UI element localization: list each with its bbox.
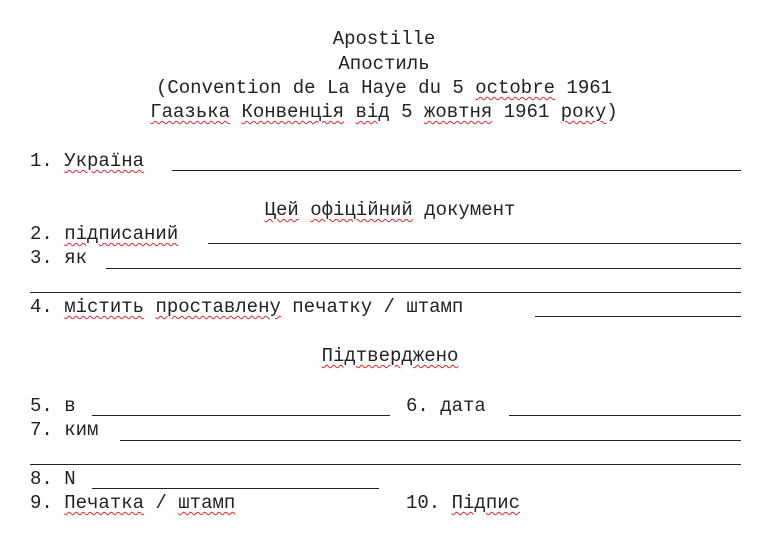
- field-10-label: Підпис: [451, 492, 521, 514]
- field-6-number: 6.: [406, 395, 429, 417]
- section-word2: офіційний: [310, 199, 413, 221]
- field-10: [406, 491, 520, 515]
- field-7-blank[interactable]: [120, 440, 741, 441]
- field-8-number: 8.: [30, 468, 53, 490]
- field-10-number: 10.: [406, 492, 441, 514]
- section-official-document: [6, 198, 768, 222]
- field-5-number: 5.: [30, 395, 53, 417]
- field-3-label: як: [64, 247, 88, 269]
- field-4-separator: /: [383, 296, 395, 318]
- section-word1: Цей: [264, 199, 299, 221]
- field-5-blank[interactable]: [92, 415, 390, 416]
- field-1-label: Україна: [64, 150, 145, 172]
- field-4-word3: печатку: [292, 296, 373, 318]
- field-6: [406, 394, 486, 418]
- convention-ua-year: 1961: [492, 101, 561, 123]
- convention-ua-word4: жовтня: [423, 101, 493, 123]
- field-6-blank[interactable]: [509, 415, 741, 416]
- field-2-blank[interactable]: [208, 243, 741, 244]
- field-9-word1: Печатка: [64, 492, 145, 514]
- convention-ua-close: ): [606, 101, 618, 123]
- section-certified-label: Підтверджено: [321, 345, 459, 367]
- convention-ua-word1: Гаазька: [150, 101, 231, 123]
- field-4-blank[interactable]: [535, 316, 741, 317]
- field-9-word2: штамп: [178, 492, 236, 514]
- field-8: [30, 467, 76, 491]
- convention-fr: [0, 76, 768, 100]
- field-4-word1: містить: [64, 296, 145, 318]
- title-en: Apostille: [332, 28, 436, 50]
- field-6-label: дата: [440, 395, 486, 417]
- section-certified: [6, 344, 768, 368]
- convention-fr-suffix: 1961: [555, 77, 613, 99]
- convention-fr-prefix: (Convention de La Haye du 5: [155, 77, 476, 99]
- field-7-label: ким: [64, 419, 99, 441]
- field-9-number: 9.: [30, 492, 53, 514]
- convention-ua-word2: Конвенція: [241, 101, 345, 123]
- field-4-number: 4.: [30, 296, 53, 318]
- field-7: [30, 418, 98, 442]
- field-3: [30, 246, 87, 270]
- field-1-blank[interactable]: [172, 170, 741, 171]
- convention-ua-word3: від: [355, 101, 390, 123]
- field-1: [30, 149, 144, 173]
- convention-ua-word5: року: [560, 101, 607, 123]
- field-3-number: 3.: [30, 247, 53, 269]
- field-9-separator: /: [155, 492, 167, 514]
- field-2-label: підписаний: [64, 223, 179, 245]
- field-7-blank-continued[interactable]: [30, 464, 741, 465]
- convention-ua: [0, 100, 768, 124]
- field-3-blank[interactable]: [106, 268, 741, 269]
- field-1-number: 1.: [30, 150, 53, 172]
- field-9: [30, 491, 235, 515]
- field-4-word4: штамп: [406, 296, 464, 318]
- field-8-label: N: [64, 468, 76, 490]
- field-5: [30, 394, 76, 418]
- convention-fr-month: octobre: [475, 77, 556, 99]
- field-7-number: 7.: [30, 419, 53, 441]
- field-4: [30, 295, 463, 319]
- title-ua: Апостиль: [338, 53, 430, 75]
- field-5-label: в: [64, 395, 76, 417]
- field-4-word2: проставлену: [155, 296, 281, 318]
- field-2-number: 2.: [30, 223, 53, 245]
- field-3-blank-continued[interactable]: [30, 292, 741, 293]
- convention-ua-day: 5: [389, 101, 424, 123]
- section-word3: документ: [424, 199, 516, 221]
- field-2: [30, 222, 178, 246]
- field-8-blank[interactable]: [92, 488, 379, 489]
